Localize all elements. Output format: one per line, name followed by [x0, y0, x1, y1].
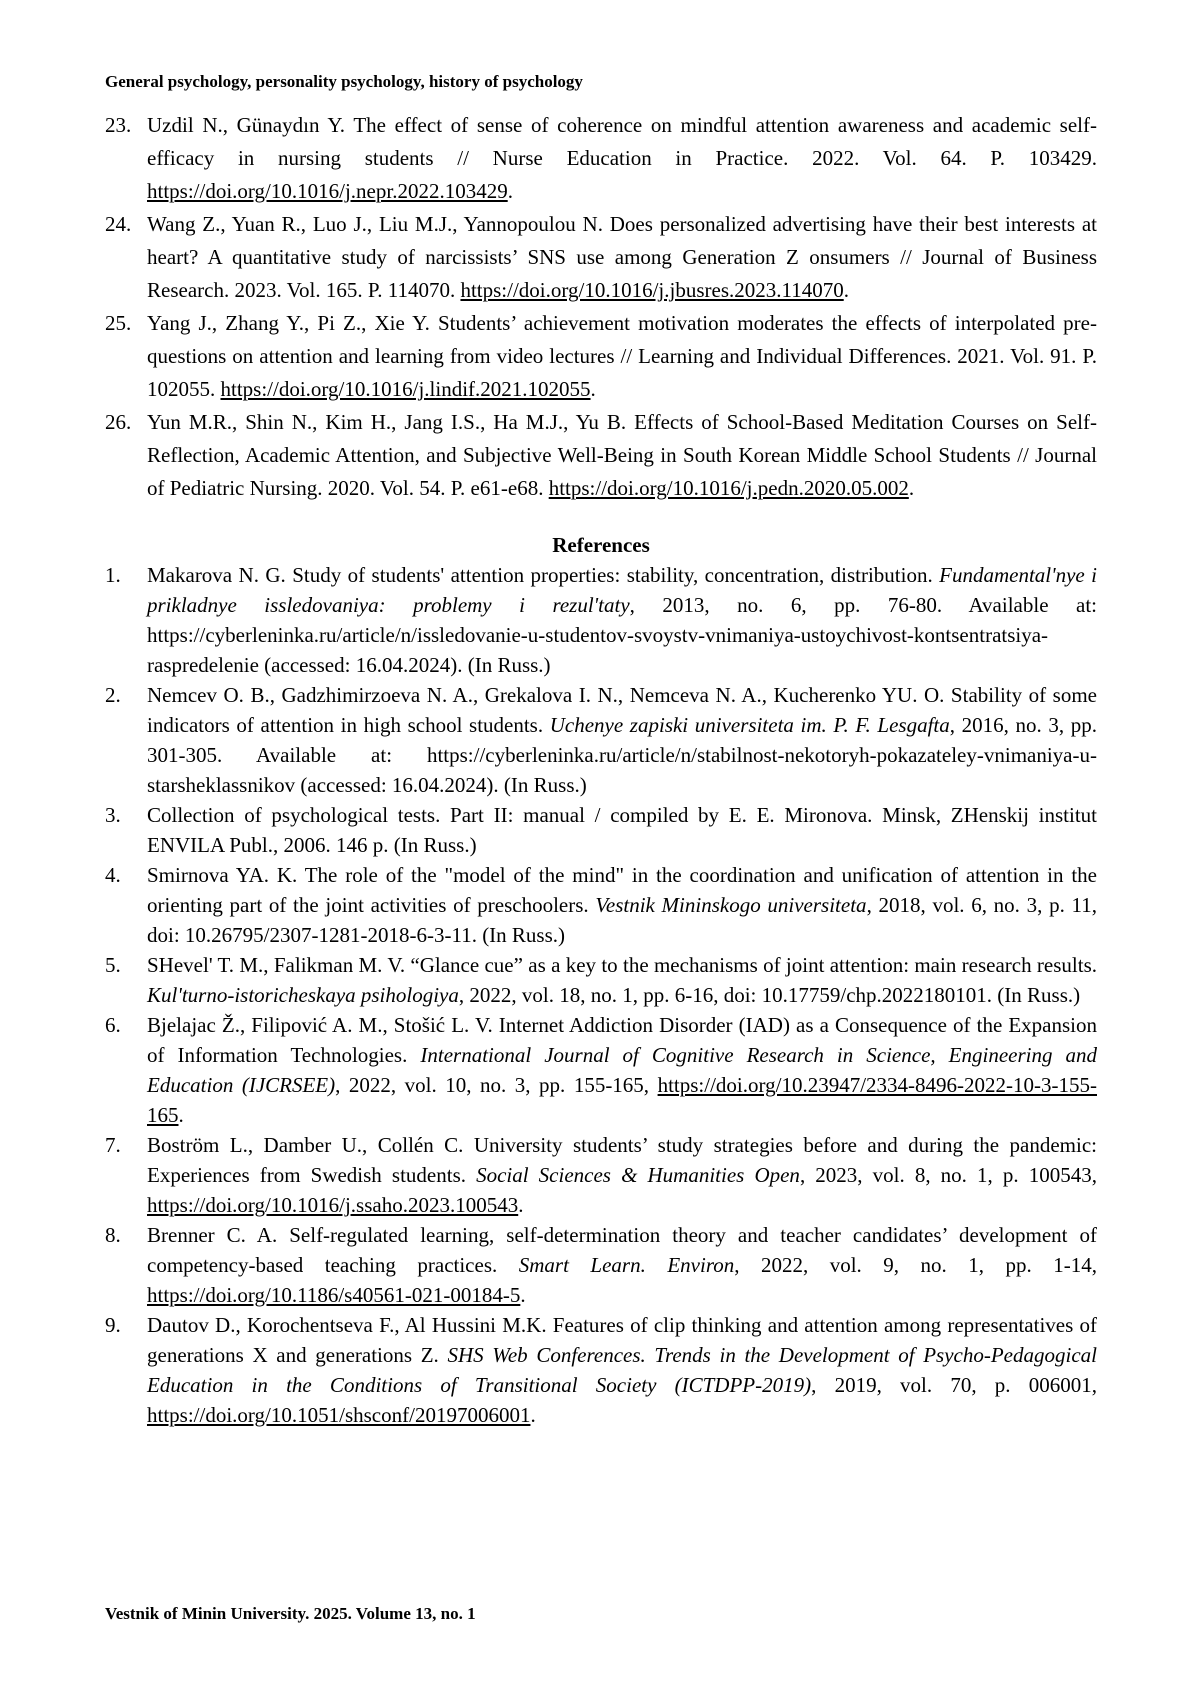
references-list: [105, 560, 1097, 1430]
continued-references-list: [105, 109, 1097, 505]
text-segment: Collection of psychological tests. Part II: manual / compiled by E. E. Mironova. Minsk, ZHenskij institut ENVILA Publ., 2006. 146 p. (In Russ.): [147, 803, 1097, 857]
reference-text: [147, 683, 1097, 797]
text-segment: , 2018, vol. 6, no. 3, p. 11, doi: 10.26795/2307-1281-2018-6-3-11. (In Russ.): [147, 893, 1097, 947]
reference-text: [147, 212, 1097, 302]
text-segment: Boström L., Damber U., Collén C. University students’ study strategies before and during the pandemic: Experiences from Swedish students.: [147, 1133, 1097, 1187]
reference-text: [147, 1313, 1097, 1427]
reference-item: [105, 1220, 1097, 1310]
reference-number: 7.: [105, 1133, 121, 1157]
text-segment: Bjelajac Ž., Filipović A. M., Stošić L. V. Internet Addiction Disorder (IAD) as a Consequence of the Expansion of Information Technologies.: [147, 1013, 1097, 1067]
journal-title: Uchenye zapiski universiteta im. P. F. Lesgafta: [549, 713, 950, 737]
reference-text: [147, 113, 1097, 203]
reference-item: [105, 800, 1097, 860]
reference-number: 2.: [105, 683, 121, 707]
journal-title: Fundamental'nye i prikladnye issledovaniya: problemy i rezul'taty: [147, 563, 1097, 617]
reference-item: [105, 109, 1097, 208]
reference-text: [147, 311, 1097, 401]
journal-title: Smart Learn. Environ: [518, 1253, 735, 1277]
journal-title: Social Sciences & Humanities Open: [476, 1163, 800, 1187]
journal-title: SHS Web Conferences. Trends in the Development of Psycho-Pedagogical Education in the Conditions of Transitional Society (ICTDPP-2019): [147, 1343, 1097, 1397]
reference-number: 26.: [105, 410, 132, 434]
doi-link[interactable]: https://doi.org/10.1186/s40561-021-00184-5: [147, 1283, 521, 1307]
text-segment: Dautov D., Korochentseva F., Al Hussini M.K. Features of clip thinking and attention among representatives of generations X and generations Z.: [147, 1313, 1097, 1367]
text-segment: , 2016, no. 3, pp. 301-305. Available at: https://cyberleninka.ru/article/n/stabilnost-nekotoryh-pokazateley-vnimaniya-u-starsheklassnikov (accessed: 16.04.2024). (In Russ.): [147, 713, 1097, 797]
reference-number: 4.: [105, 863, 121, 887]
text-segment: .: [590, 377, 596, 401]
text-segment: .: [507, 179, 513, 203]
reference-number: 8.: [105, 1223, 121, 1247]
reference-item: [105, 560, 1097, 680]
reference-number: 6.: [105, 1013, 121, 1037]
reference-text: [147, 863, 1097, 947]
text-segment: , 2022, vol. 18, no. 1, pp. 6-16, doi: 10.17759/chp.2022180101. (In Russ.): [458, 983, 1081, 1007]
text-segment: Wang Z., Yuan R., Luo J., Liu M.J., Yannopoulou N. Does personalized advertising have their best interests at heart? A quantitative study of narcissists’ SNS use among Generation Z onsumers // Journal of Business Research. 2023. Vol. 165. P. 114070.: [147, 212, 1097, 302]
reference-number: 5.: [105, 953, 121, 977]
text-segment: , 2019, vol. 70, p. 006001,: [811, 1373, 1097, 1397]
reference-number: 9.: [105, 1313, 121, 1337]
doi-link[interactable]: https://doi.org/10.1051/shsconf/20197006001: [147, 1403, 531, 1427]
text-segment: Brenner C. A. Self-regulated learning, self-determination theory and teacher candidates’ development of competency-based teaching practices.: [147, 1223, 1097, 1277]
reference-text: [147, 1223, 1097, 1307]
text-segment: , 2022, vol. 10, no. 3, pp. 155-165,: [335, 1073, 658, 1097]
text-segment: SHevel' T. M., Falikman M. V. “Glance cue” as a key to the mechanisms of joint attention: main research results.: [147, 953, 1097, 977]
page-footer: Vestnik of Minin University. 2025. Volume 13, no. 1: [105, 1604, 476, 1623]
text-segment: , 2023, vol. 8, no. 1, p. 100543,: [799, 1163, 1097, 1187]
text-segment: .: [908, 476, 915, 500]
page-content: [105, 0, 1097, 1430]
reference-item: [105, 1010, 1097, 1130]
doi-link[interactable]: https://doi.org/10.1016/j.nepr.2022.103429: [147, 179, 508, 203]
reference-text: [147, 1013, 1097, 1127]
doi-link[interactable]: https://doi.org/10.23947/2334-8496-2022-10-3-155-165: [147, 1073, 1097, 1127]
reference-item: [105, 680, 1097, 800]
doi-link[interactable]: https://doi.org/10.1016/j.pedn.2020.05.002: [548, 476, 909, 500]
text-segment: Makarova N. G. Study of students' attention properties: stability, concentration, distribution.: [147, 563, 940, 587]
text-segment: .: [178, 1103, 184, 1127]
reference-item: [105, 1310, 1097, 1430]
reference-number: 24.: [105, 212, 132, 236]
reference-item: [105, 950, 1097, 1010]
text-segment: .: [520, 1283, 526, 1307]
doi-link[interactable]: https://doi.org/10.1016/j.lindif.2021.102055: [220, 377, 591, 401]
reference-text: [147, 410, 1097, 500]
reference-text: [147, 953, 1097, 1007]
reference-item: [105, 406, 1097, 505]
reference-item: [105, 307, 1097, 406]
journal-title: Kul'turno-istoricheskaya psihologiya: [147, 983, 459, 1007]
reference-number: 25.: [105, 311, 132, 335]
section-header: General psychology, personality psychology, history of psychology: [105, 72, 583, 91]
text-segment: .: [518, 1193, 524, 1217]
text-segment: , 2013, no. 6, pp. 76-80. Available at: https://cyberleninka.ru/article/n/issledovanie-u-studentov-svoystv-vnimaniya-ustoychivost-kontsentratsiya-raspredelenie (accessed: 16.04.2024). (In Russ.): [147, 593, 1097, 677]
text-segment: Yun M.R., Shin N., Kim H., Jang I.S., Ha M.J., Yu B. Effects of School-Based Meditation Courses on Self-Reflection, Academic Attention, and Subjective Well-Being in South Korean Middle School Students // Journal of Pediatric Nursing. 2020. Vol. 54. P. e61-e68.: [147, 410, 1097, 500]
text-segment: .: [843, 278, 849, 302]
reference-text: [147, 563, 1097, 677]
reference-text: [147, 803, 1097, 857]
reference-number: 3.: [105, 803, 121, 827]
text-segment: , 2022, vol. 9, no. 1, pp. 1-14,: [734, 1253, 1098, 1277]
text-segment: Uzdil N., Günaydın Y. The effect of sense of coherence on mindful attention awareness and academic self-efficacy in nursing students // Nurse Education in Practice. 2022. Vol. 64. P. 103429.: [147, 113, 1097, 170]
text-segment: Smirnova YA. K. The role of the "model of the mind" in the coordination and unification of attention in the orienting part of the joint activities of preschoolers.: [147, 863, 1097, 917]
reference-number: 23.: [105, 113, 132, 137]
text-segment: .: [530, 1403, 536, 1427]
doi-link[interactable]: https://doi.org/10.1016/j.jbusres.2023.114070: [460, 278, 844, 302]
reference-item: [105, 1130, 1097, 1220]
journal-title: International Journal of Cognitive Research in Science, Engineering and Education (IJCRSEE): [147, 1043, 1097, 1097]
reference-item: [105, 208, 1097, 307]
journal-title: Vestnik Mininskogo universiteta: [595, 893, 867, 917]
reference-item: [105, 860, 1097, 950]
doi-link[interactable]: https://doi.org/10.1016/j.ssaho.2023.100543: [147, 1193, 519, 1217]
references-heading: References: [552, 533, 650, 557]
reference-number: 1.: [105, 563, 121, 587]
text-segment: Nemcev O. B., Gadzhimirzoeva N. A., Grekalova I. N., Nemceva N. A., Kucherenko YU. O. Stability of some indicators of attention in high school students.: [147, 683, 1097, 737]
reference-text: [147, 1133, 1097, 1217]
text-segment: Yang J., Zhang Y., Pi Z., Xie Y. Students’ achievement motivation moderates the effects of interpolated pre-questions on attention and learning from video lectures // Learning and Individual Differences. 2021. Vol. 91. P. 102055.: [147, 311, 1097, 401]
